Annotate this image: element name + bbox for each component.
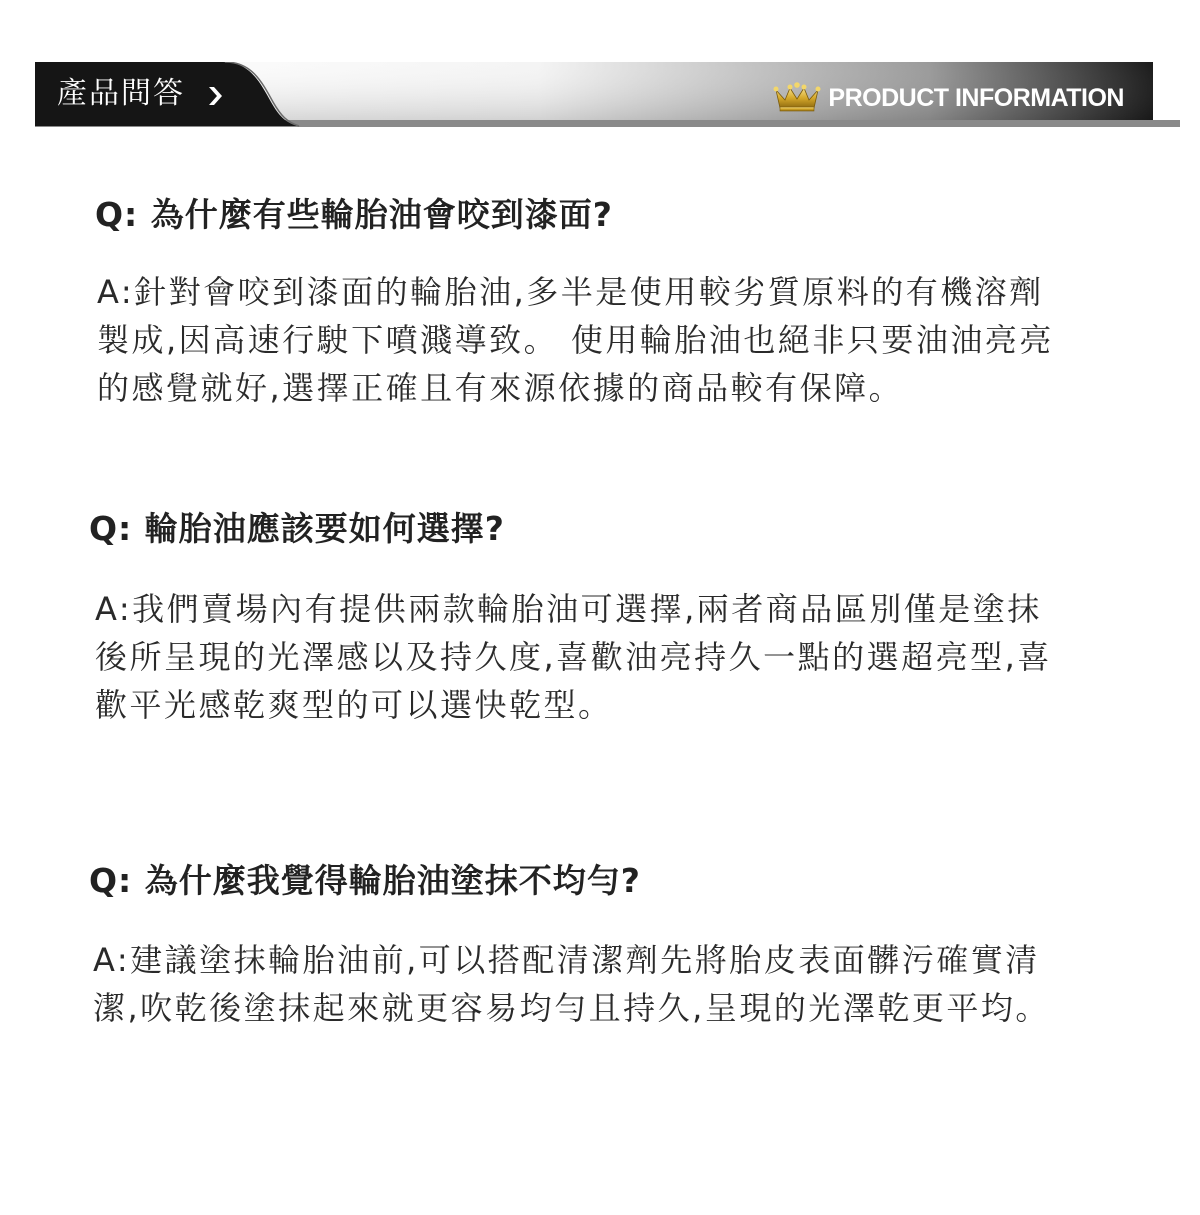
faq-question: Q: 為什麼我覺得輪胎油塗抹不均勻? [89,861,641,900]
header-title: PRODUCT INFORMATION [828,83,1124,112]
section-header [35,62,1180,128]
faq-answer: A:針對會咬到漆面的輪胎油,多半是使用較劣質原料的有機溶劑製成,因高速行駛下噴濺導致。 使用輪胎油也絕非只要油油亮亮的感覺就好,選擇正確且有來源依據的商品較有保障。 [97,273,1054,407]
header-title-group [772,80,1124,116]
chevron-right-icon [203,84,227,108]
faq-question: Q: 輪胎油應該要如何選擇? [89,509,505,548]
faq-answer: A:建議塗抹輪胎油前,可以搭配清潔劑先將胎皮表面髒污確實清潔,吹乾後塗抹起來就更容易均勻且持久,呈現的光澤乾更平均。 [93,941,1050,1027]
crown-icon [772,82,822,114]
section-label: 產品問答 [57,76,185,111]
faq-answer: A:我們賣場內有提供兩款輪胎油可選擇,兩者商品區別僅是塗抹後所呈現的光澤感以及持久度,喜歡油亮持久一點的選超亮型,喜歡平光感乾爽型的可以選快乾型。 [95,590,1052,724]
faq-question: Q: 為什麼有些輪胎油會咬到漆面? [95,195,613,234]
